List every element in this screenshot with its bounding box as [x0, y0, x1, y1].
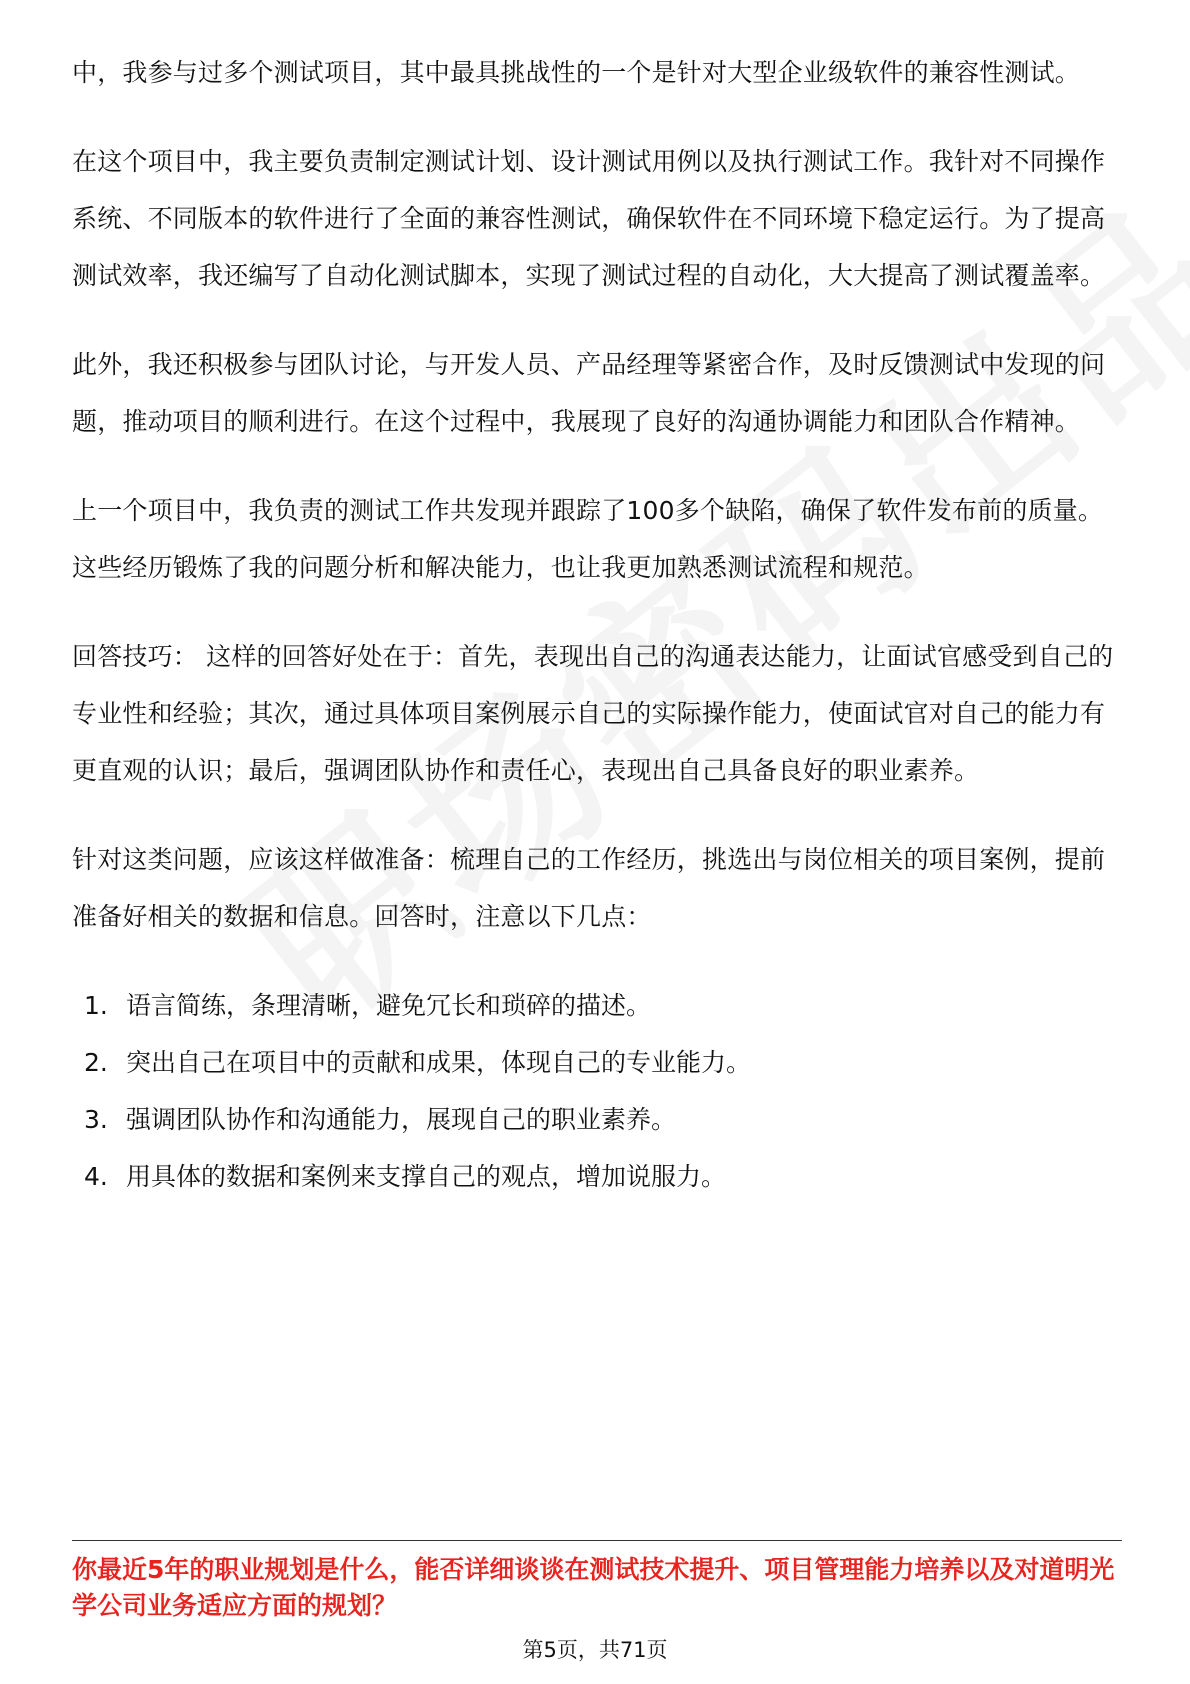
paragraph-answer-tips: 回答技巧： 这样的回答好处在于：首先，表现出自己的沟通表达能力，让面试官感受到自己的专业性和经验；其次，通过具体项目案例展示自己的实际操作能力，使面试官对自己的能力有更直观的认识；最后，强调团队协作和责任心，表现出自己具备良好的职业素养。	[72, 642, 1114, 785]
list-item	[72, 1091, 1122, 1148]
tips-list	[72, 977, 1122, 1205]
paragraph-results: 上一个项目中，我负责的测试工作共发现并跟踪了100多个缺陷，确保了软件发布前的质量。这些经历锻炼了我的问题分析和解决能力，也让我更加熟悉测试流程和规范。	[72, 496, 1104, 582]
list-item-number: 1.	[84, 991, 108, 1020]
list-item-text: 突出自己在项目中的贡献和成果，体现自己的专业能力。	[126, 1048, 752, 1077]
list-item	[72, 977, 1122, 1034]
list-item-text: 语言简练，条理清晰，避免冗长和琐碎的描述。	[126, 991, 652, 1020]
paragraph-intro: 中，我参与过多个测试项目，其中最具挑战性的一个是针对大型企业级软件的兼容性测试。	[72, 58, 1081, 87]
list-item-text: 强调团队协作和沟通能力，展现自己的职业素养。	[126, 1105, 677, 1134]
list-item	[72, 1148, 1122, 1205]
list-item-number: 3.	[84, 1105, 108, 1134]
paragraph-responsibilities: 在这个项目中，我主要负责制定测试计划、设计测试用例以及执行测试工作。我针对不同操作系统、不同版本的软件进行了全面的兼容性测试，确保软件在不同环境下稳定运行。为了提高测试效率，我还编写了自动化测试脚本，实现了测试过程的自动化，大大提高了测试覆盖率。	[72, 147, 1106, 290]
next-question-heading: 你最近5年的职业规划是什么，能否详细谈谈在测试技术提升、项目管理能力培养以及对道明光学公司业务适应方面的规划？	[72, 1555, 1115, 1620]
page-number: 第5页，共71页	[522, 1638, 668, 1662]
section-divider	[72, 1540, 1122, 1541]
paragraph-preparation: 针对这类问题，应该这样做准备：梳理自己的工作经历，挑选出与岗位相关的项目案例，提前准备好相关的数据和信息。回答时，注意以下几点：	[72, 845, 1106, 931]
list-item-number: 2.	[84, 1048, 108, 1077]
list-item-text: 用具体的数据和案例来支撑自己的观点，增加说服力。	[126, 1162, 727, 1191]
content-body	[72, 44, 1122, 1205]
list-item-number: 4.	[84, 1162, 108, 1191]
list-item	[72, 1034, 1122, 1091]
paragraph-teamwork: 此外，我还积极参与团队讨论，与开发人员、产品经理等紧密合作，及时反馈测试中发现的问题，推动项目的顺利进行。在这个过程中，我展现了良好的沟通协调能力和团队合作精神。	[72, 350, 1106, 436]
